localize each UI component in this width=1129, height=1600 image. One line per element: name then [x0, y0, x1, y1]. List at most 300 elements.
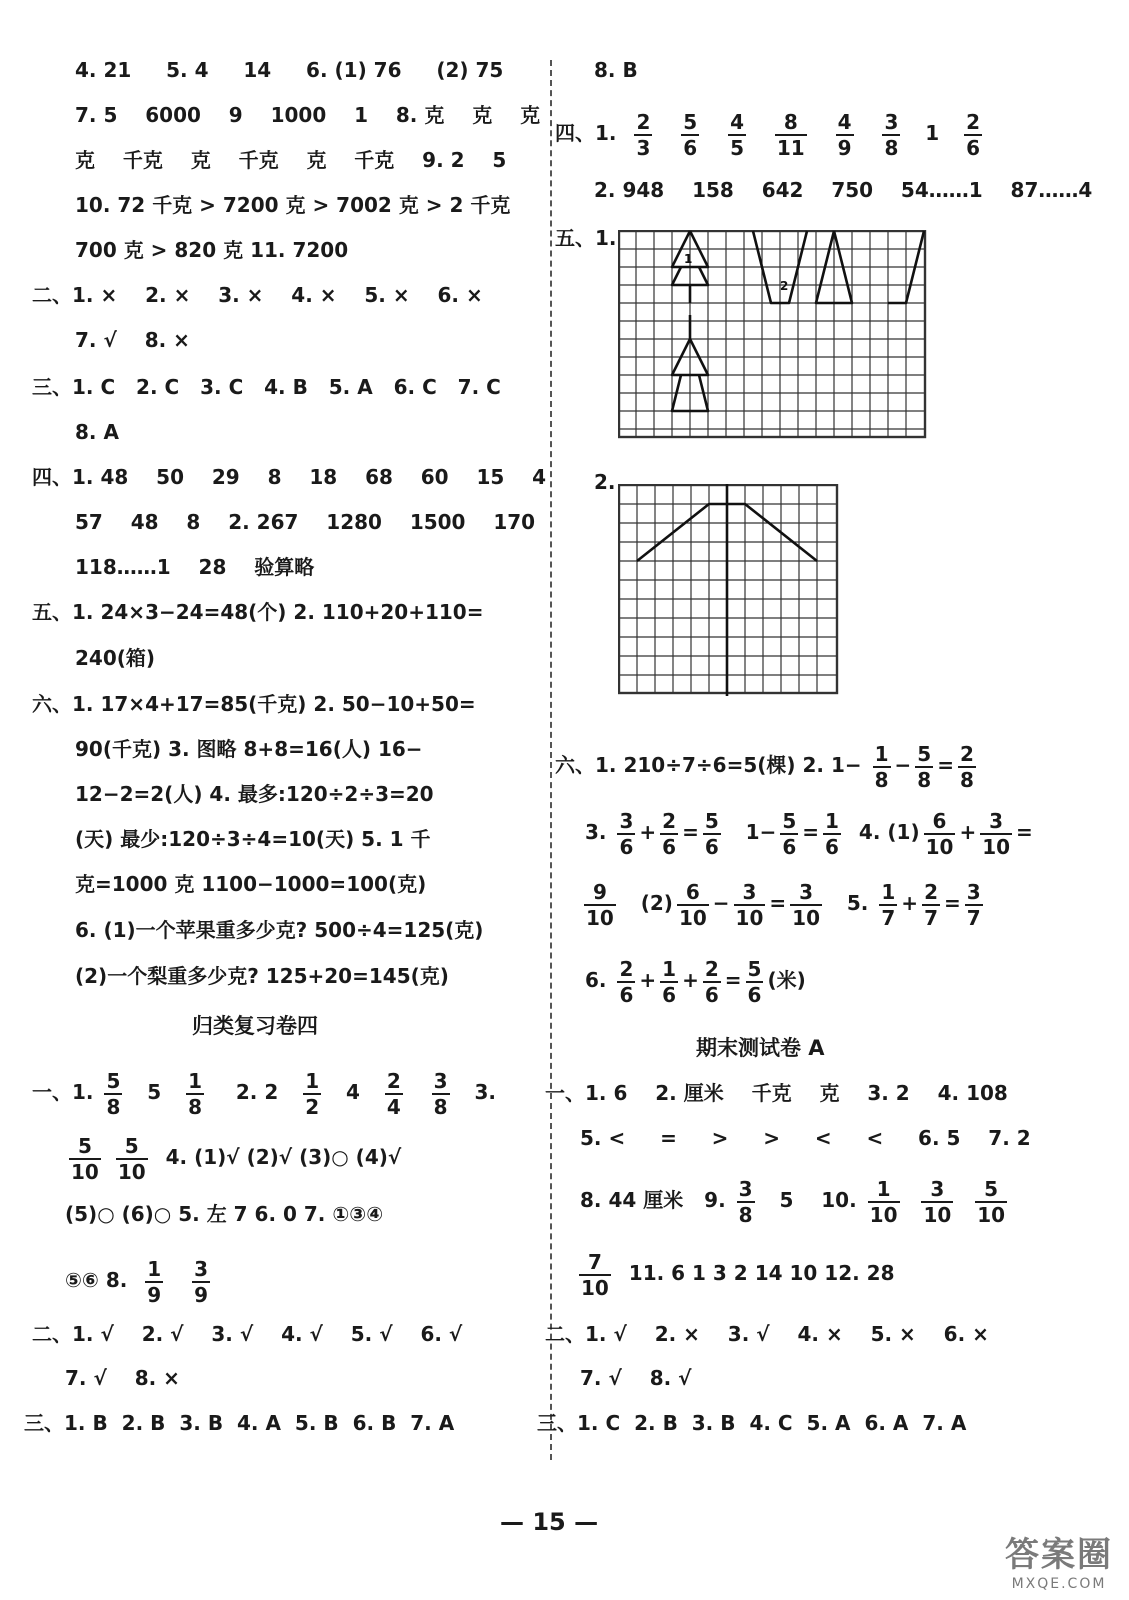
answer: 4. × — [291, 283, 337, 307]
answer: 4. (1)√ (2)√ (3)○ (4)√ — [165, 1145, 402, 1169]
answer: 9. 2 — [422, 148, 465, 172]
fraction — [746, 956, 764, 1007]
denominator: 9 — [837, 135, 852, 160]
numerator: 2 — [704, 956, 719, 981]
answer: 三、1. B — [24, 1411, 108, 1435]
answer-line — [24, 1409, 454, 1437]
answer: (2) — [640, 891, 673, 915]
answer: + — [959, 820, 977, 844]
answer-line — [580, 873, 987, 933]
fraction — [790, 879, 822, 930]
answer-line: 8. B — [594, 58, 638, 82]
answer: > — [763, 1126, 781, 1150]
answer: 5. — [846, 891, 869, 915]
answer: (2) 75 — [436, 58, 504, 82]
fraction — [703, 808, 721, 859]
denominator: 6 — [825, 834, 839, 859]
fraction — [104, 1068, 122, 1119]
answer: 8. × — [134, 1366, 180, 1390]
fraction — [660, 808, 678, 859]
answer: 1− — [745, 820, 777, 844]
answer: 7. C — [457, 375, 501, 399]
fraction — [69, 1133, 101, 1184]
numerator: 1 — [662, 956, 677, 981]
denominator: 6 — [747, 982, 762, 1007]
numerator: 1 — [881, 879, 896, 904]
fraction — [879, 879, 897, 930]
answer-line — [65, 1250, 214, 1310]
answer: 3. B — [179, 1411, 224, 1435]
answer: 15 — [476, 465, 505, 489]
answer: 1280 — [326, 510, 382, 534]
answer: = — [682, 820, 699, 844]
answer: 7. 2 — [988, 1126, 1031, 1150]
answer-line — [545, 1079, 1008, 1107]
fraction — [775, 109, 807, 160]
answer: 8. √ — [649, 1366, 692, 1390]
answer: 5. √ — [350, 1322, 393, 1346]
fraction — [145, 1256, 163, 1307]
answer: 10. — [821, 1188, 857, 1212]
answer-line — [75, 146, 506, 174]
denominator: 8 — [738, 1202, 753, 1227]
denominator: 11 — [776, 135, 805, 160]
page-number: — 15 — — [500, 1508, 599, 1536]
answer-line — [75, 508, 535, 536]
denominator: 10 — [977, 1202, 1006, 1227]
numerator: 4 — [730, 109, 744, 134]
answer: 5. B — [294, 1411, 339, 1435]
answer: 4. 21 — [75, 58, 132, 82]
denominator: 6 — [662, 834, 677, 859]
fraction — [116, 1133, 148, 1184]
answer: 3. √ — [211, 1322, 254, 1346]
column-divider — [550, 60, 552, 1460]
answer: 8. 44 厘米 — [580, 1188, 684, 1212]
answer: 四、1. — [555, 121, 617, 145]
answer: + — [682, 968, 699, 992]
answer: 2. B — [121, 1411, 166, 1435]
answer: 57 — [75, 510, 103, 534]
denominator: 6 — [704, 834, 719, 859]
answer: 5. A — [806, 1411, 851, 1435]
fraction — [975, 1176, 1007, 1227]
denominator: 6 — [704, 982, 719, 1007]
denominator: 8 — [884, 135, 899, 160]
numerator: 5 — [747, 956, 762, 981]
answer-line — [585, 802, 1033, 862]
answer-line: 8. A — [75, 420, 119, 444]
answer: 8. × — [144, 328, 190, 352]
denominator: 8 — [917, 767, 932, 792]
answer-line — [75, 101, 540, 129]
section-title: 归类复习卷四 — [192, 1014, 318, 1038]
answer: < — [866, 1126, 884, 1150]
fraction — [186, 1068, 204, 1119]
figure-lines — [637, 484, 817, 696]
answer: 1 — [925, 121, 940, 145]
answer: 6. B — [352, 1411, 397, 1435]
answer: 1500 — [409, 510, 466, 534]
numerator: 2 — [924, 879, 938, 904]
fraction — [980, 808, 1012, 859]
answer: 5. 4 — [166, 58, 209, 82]
denominator: 8 — [959, 767, 974, 792]
answer: 6. A — [864, 1411, 909, 1435]
answer: 3. × — [218, 283, 264, 307]
fraction — [737, 1176, 755, 1227]
answer: 68 — [365, 465, 393, 489]
answer-line: 五、1. 24×3−24=48(个) 2. 110+20+110= — [32, 600, 484, 624]
answer: 54……1 — [900, 178, 983, 202]
answer: 1000 — [270, 103, 327, 127]
answer: 158 — [692, 178, 734, 202]
numerator: 6 — [677, 882, 709, 906]
answer: 4. √ — [281, 1322, 323, 1346]
numerator: 5 — [704, 808, 719, 833]
denominator: 6 — [619, 982, 634, 1007]
answer: 克 — [819, 1081, 840, 1105]
grid-label: 1 — [684, 252, 693, 266]
numerator: 2 — [619, 956, 634, 981]
numerator: 3 — [966, 879, 981, 904]
fraction — [432, 1068, 450, 1119]
fraction — [728, 109, 746, 160]
answer: 118……1 — [75, 555, 171, 579]
numerator: 1 — [825, 808, 839, 833]
numerator: 1 — [188, 1068, 203, 1093]
denominator: 8 — [188, 1094, 203, 1119]
answer: 二、1. × — [32, 283, 118, 307]
answer-line — [585, 950, 806, 1010]
answer: 29 — [211, 465, 240, 489]
numerator: 4 — [837, 109, 852, 134]
numerator: 2 — [662, 808, 677, 833]
numerator: 1 — [305, 1068, 320, 1093]
answer: 4. C — [749, 1411, 793, 1435]
answer: 5. × — [870, 1322, 916, 1346]
answer-line: 12−2=2(人) 4. 最多:120÷2÷3=20 — [75, 782, 434, 806]
answer: > — [711, 1126, 729, 1150]
answer: 5 — [492, 148, 507, 172]
answer: = — [802, 820, 820, 844]
answer: = — [660, 1126, 677, 1150]
denominator: 10 — [982, 834, 1011, 859]
numerator: 3 — [884, 109, 899, 134]
denominator: 3 — [636, 135, 651, 160]
answer-line — [75, 326, 190, 354]
answer-line — [537, 1409, 966, 1437]
denominator: 10 — [792, 905, 820, 930]
denominator: 10 — [586, 905, 614, 930]
numerator: 3 — [738, 1176, 753, 1201]
denominator: 5 — [730, 135, 744, 160]
fraction — [882, 109, 900, 160]
answer: 6. — [585, 968, 607, 992]
answer: 2. 厘米 — [655, 1081, 724, 1105]
numerator: 2 — [386, 1068, 401, 1093]
numerator: 3 — [980, 811, 1012, 835]
answer: (米) — [767, 968, 806, 992]
answer: 6. C — [393, 375, 437, 399]
numerator: 3 — [734, 882, 766, 906]
grid-label: 2 — [780, 279, 789, 293]
answer: 克 — [75, 148, 95, 172]
fraction — [617, 808, 635, 859]
answer: 一、1. — [32, 1080, 94, 1104]
fraction — [734, 879, 766, 930]
fraction — [958, 741, 976, 792]
answer: 2. × — [654, 1322, 700, 1346]
denominator: 8 — [433, 1094, 448, 1119]
answer-line — [555, 103, 986, 163]
answer: − — [894, 753, 912, 777]
answer-line — [545, 1320, 989, 1348]
answer: 87……4 — [1010, 178, 1093, 202]
answer: 三、1. C — [537, 1411, 621, 1435]
answer: 5 — [779, 1188, 794, 1212]
numerator: 2 — [966, 109, 980, 134]
answer: + — [639, 820, 657, 844]
answer: 1 — [354, 103, 369, 127]
answer: 克 — [472, 103, 493, 127]
fraction — [823, 808, 841, 859]
fraction — [617, 956, 635, 1007]
answer: 5 — [147, 1080, 162, 1104]
numerator: 1 — [874, 741, 889, 766]
numerator: 2 — [959, 741, 974, 766]
answer: 9. — [704, 1188, 726, 1212]
answer: 7. 5 — [75, 103, 118, 127]
numerator: 5 — [69, 1136, 101, 1160]
fraction — [385, 1068, 403, 1119]
denominator: 8 — [106, 1094, 121, 1119]
denominator: 10 — [869, 1202, 898, 1227]
answer: 四、1. 48 — [32, 465, 129, 489]
grid-lines — [619, 231, 925, 437]
numerator: 5 — [106, 1068, 121, 1093]
fraction — [579, 1249, 611, 1300]
answer: < — [814, 1126, 832, 1150]
answer: = — [769, 891, 787, 915]
answer: 2. C — [136, 375, 180, 399]
answer-line — [580, 1124, 1031, 1152]
denominator: 10 — [923, 1202, 952, 1227]
denominator: 6 — [619, 834, 634, 859]
numerator: 5 — [975, 1179, 1007, 1203]
answer: = — [1016, 820, 1033, 844]
answer: 千克 — [122, 148, 163, 172]
answer: 千克 — [751, 1081, 792, 1105]
answer: 6. × — [437, 283, 483, 307]
answer: 二、1. √ — [545, 1322, 627, 1346]
answer: 3. 2 — [867, 1081, 910, 1105]
watermark-logo: 答案圈 — [1005, 1535, 1113, 1575]
fraction — [780, 808, 798, 859]
answer: 3. B — [691, 1411, 736, 1435]
answer-line — [32, 373, 501, 401]
numerator: 2 — [636, 109, 651, 134]
denominator: 2 — [305, 1094, 320, 1119]
denominator: 6 — [966, 135, 980, 160]
answer: 4. (1) — [858, 820, 920, 844]
denominator: 6 — [683, 135, 698, 160]
numerator: 7 — [579, 1252, 611, 1276]
answer: 3. — [585, 820, 607, 844]
answer: − — [712, 891, 730, 915]
numerator: 1 — [868, 1179, 900, 1203]
denominator: 10 — [735, 905, 764, 930]
answer: ⑤⑥ 8. — [65, 1268, 128, 1292]
denominator: 10 — [678, 905, 707, 930]
answer: 9 — [228, 103, 243, 127]
answer-line — [580, 1364, 692, 1392]
answer: + — [639, 968, 657, 992]
answer-line — [575, 1243, 895, 1303]
answer: 2. 267 — [228, 510, 299, 534]
fraction — [303, 1068, 321, 1119]
answer-line — [75, 56, 503, 84]
fraction — [584, 879, 616, 930]
answer: 6. × — [943, 1322, 989, 1346]
answer: 6000 — [145, 103, 201, 127]
answer: 14 — [243, 58, 272, 82]
answer: 4. A — [237, 1411, 281, 1435]
answer: 18 — [309, 465, 338, 489]
denominator: 6 — [662, 982, 677, 1007]
fraction — [915, 741, 933, 792]
fraction — [921, 1176, 953, 1227]
answer-line — [32, 463, 546, 491]
answer: 克 — [306, 148, 327, 172]
answer-line — [65, 1127, 401, 1187]
denominator: 7 — [966, 905, 981, 930]
answer-line — [594, 176, 1092, 204]
watermark-url: MXQE.COM — [1011, 1576, 1107, 1592]
answer: 642 — [761, 178, 804, 202]
denominator: 4 — [386, 1094, 401, 1119]
answer-line: 700 克 > 820 克 11. 7200 — [75, 238, 349, 262]
numerator: 3 — [921, 1179, 953, 1203]
denominator: 10 — [117, 1159, 146, 1184]
denominator: 9 — [147, 1282, 162, 1307]
answer: 二、1. √ — [32, 1322, 114, 1346]
answer-line — [580, 1170, 1011, 1230]
answer: = — [724, 968, 742, 992]
grid-figure-1 — [618, 230, 928, 440]
fraction — [192, 1256, 210, 1307]
fraction — [868, 1176, 900, 1227]
numerator: 3 — [790, 882, 822, 906]
answer: 4 — [346, 1080, 360, 1104]
denominator: 10 — [581, 1275, 609, 1300]
numerator: 5 — [917, 741, 932, 766]
answer-line: 6. (1)一个苹果重多少克? 500÷4=125(克) — [75, 918, 484, 942]
answer: 5. < — [580, 1126, 626, 1150]
fraction — [836, 109, 854, 160]
fraction — [873, 741, 891, 792]
answer: 6. 5 — [918, 1126, 961, 1150]
answer: 克 — [190, 148, 211, 172]
answer: 3. C — [200, 375, 244, 399]
answer: 2. B — [634, 1411, 678, 1435]
numerator: 5 — [782, 808, 797, 833]
fraction — [703, 956, 721, 1007]
answer: 8 — [267, 465, 282, 489]
answer: 3. — [474, 1080, 496, 1104]
fraction — [660, 956, 678, 1007]
numerator: 8 — [775, 112, 807, 136]
answer: 7. √ — [65, 1366, 107, 1390]
fraction — [922, 879, 940, 930]
answer: 48 — [130, 510, 159, 534]
answer-line — [75, 553, 314, 581]
answer: 三、1. C — [32, 375, 116, 399]
answer: 验算略 — [254, 555, 315, 579]
denominator: 10 — [71, 1159, 99, 1184]
answer: 7. √ — [580, 1366, 622, 1390]
answer: 克 — [520, 103, 541, 127]
numerator: 1 — [147, 1256, 162, 1281]
answer: 7. A — [410, 1411, 455, 1435]
answer: 28 — [198, 555, 227, 579]
answer-line — [32, 1320, 462, 1348]
numerator: 9 — [584, 882, 616, 906]
answer-line — [32, 281, 483, 309]
answer-line: 六、1. 17×4+17=85(千克) 2. 50−10+50= — [32, 692, 476, 716]
answer: 2. 2 — [235, 1080, 279, 1104]
denominator: 10 — [925, 834, 954, 859]
fraction — [681, 109, 699, 160]
answer: 750 — [831, 178, 874, 202]
answer: 千克 — [238, 148, 279, 172]
grid-figure-2 — [618, 484, 840, 696]
numerator: 3 — [433, 1068, 448, 1093]
fraction — [677, 879, 709, 930]
answer: 一、1. 6 — [545, 1081, 628, 1105]
answer: 5. A — [328, 375, 373, 399]
fraction — [924, 808, 956, 859]
answer-line: (2)一个梨重多少克? 125+20=145(克) — [75, 964, 449, 988]
numerator: 3 — [619, 808, 634, 833]
watermark — [1005, 1527, 1113, 1592]
answer: 六、1. 210÷7÷6=5(棵) 2. 1− — [555, 753, 862, 777]
numerator: 6 — [924, 811, 956, 835]
answer: 170 — [493, 510, 536, 534]
denominator: 8 — [874, 767, 889, 792]
answer: 4 — [532, 465, 547, 489]
answer: + — [901, 891, 919, 915]
answer: 4. × — [797, 1322, 843, 1346]
denominator: 6 — [782, 834, 797, 859]
answer: 6. (1) 76 — [306, 58, 402, 82]
answer: 3. √ — [727, 1322, 770, 1346]
fraction — [965, 879, 983, 930]
numerator: 3 — [194, 1256, 209, 1281]
numerator: 5 — [683, 109, 698, 134]
answer-line — [32, 1062, 496, 1122]
answer: 千克 — [354, 148, 395, 172]
denominator: 7 — [881, 905, 896, 930]
answer: 6. √ — [420, 1322, 463, 1346]
answer: 60 — [420, 465, 449, 489]
fraction — [964, 109, 982, 160]
answer: 7. A — [922, 1411, 967, 1435]
answer-line — [65, 1364, 180, 1392]
answer: 4. B — [264, 375, 308, 399]
answer-line: 五、1. — [555, 226, 617, 250]
answer: = — [937, 753, 954, 777]
